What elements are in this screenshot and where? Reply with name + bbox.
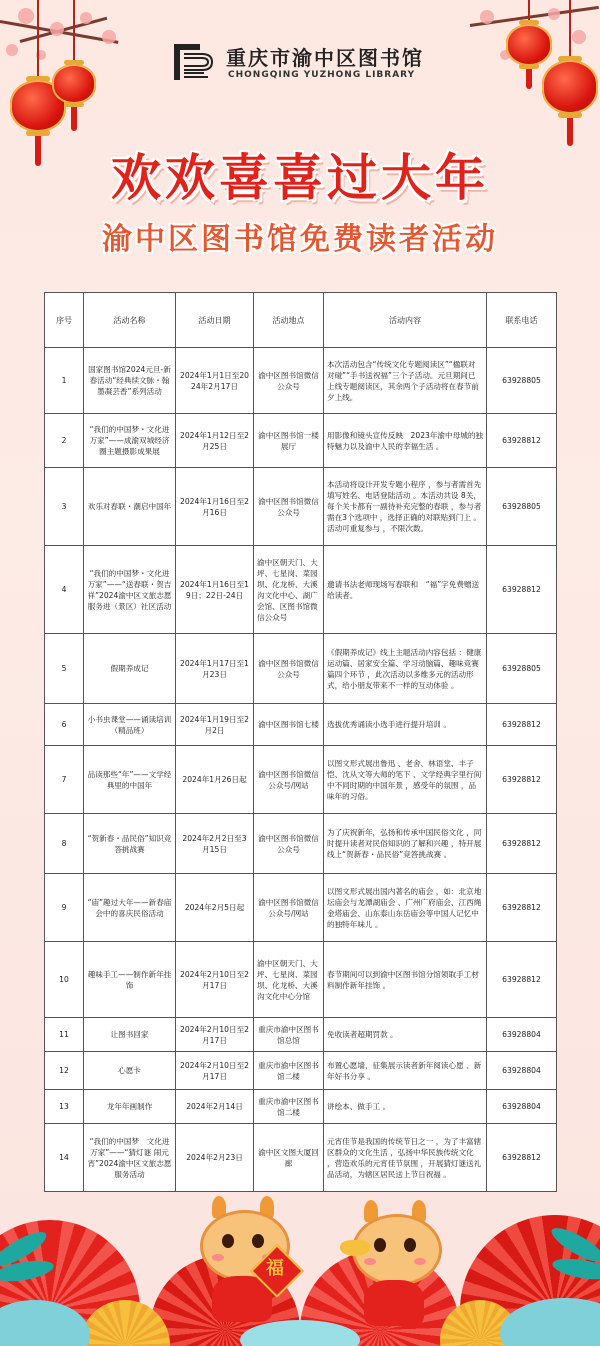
table-row (45, 874, 557, 942)
cell-index: 12 (45, 1052, 84, 1090)
cell-date: 2024年1月16日至2月16日 (176, 468, 254, 546)
cell-content: 免收读者超期罚款 。 (324, 1018, 487, 1052)
cell-location: 渝中区图书馆一楼展厅 (254, 414, 324, 468)
cell-date: 2024年1月12日至2月25日 (176, 414, 254, 468)
table-header-row (45, 293, 557, 348)
cell-phone: 63928812 (487, 874, 557, 942)
cell-phone: 63928804 (487, 1090, 557, 1124)
cell-date: 2024年2月5日起 (176, 874, 254, 942)
library-name-cn: 重庆市渝中区图书馆 (226, 46, 424, 70)
cell-content: 邀请书法老师现场写春联和 “福”字免费赠送给读者。 (324, 546, 487, 634)
cell-name: 品读那些“年”——文学经典里的中国年 (84, 746, 176, 814)
table-row (45, 814, 557, 874)
headline: 欢欢喜喜过大年 (111, 148, 489, 207)
header-phone: 联系电话 (487, 293, 557, 348)
cell-date: 2024年2月23日 (176, 1124, 254, 1192)
cell-content: 以图文形式展出鲁迅 、老舍、林语堂、丰子恺、沈从文等大师的笔下 、文学经典字里行间中不同时期的中国年景 ，感受年的氛围 ，品味年的习俗。 (324, 746, 487, 814)
cell-location: 渝中区图书馆微信公众号 (254, 468, 324, 546)
cell-name: 龙年年画制作 (84, 1090, 176, 1124)
cell-date: 2024年1月17日至1月23日 (176, 634, 254, 704)
library-name-en: CHONGQING YUZHONG LIBRARY (228, 70, 416, 80)
cell-name: 趣味手工——制作新年挂饰 (84, 942, 176, 1018)
cell-content: 春节期间可以到渝中区图书馆分馆领取手工材料制作新年挂饰 。 (324, 942, 487, 1018)
table-row (45, 1124, 557, 1192)
cell-location: 重庆市渝中区图书馆总馆 (254, 1018, 324, 1052)
fu-character: 福 (266, 1258, 284, 1279)
cell-location: 渝中区图书馆微信公众号/网站 (254, 874, 324, 942)
cell-name: “我们的中国梦・文化进万家”——成渝双城经济圈主题摄影成果展 (84, 414, 176, 468)
table-row (45, 704, 557, 746)
cell-content: 为了庆祝新年，弘扬和传承中国民俗文化 ，同时提升读者对民俗知识的了解和兴趣 ，特开展线上“贺新春・品民俗”竞答挑战赛 。 (324, 814, 487, 874)
cell-content: 选拔优秀诵读小选手进行提升培训 。 (324, 704, 487, 746)
cell-location: 渝中区图书馆七楼 (254, 704, 324, 746)
cell-location: 渝中区图书馆微信公众号 (254, 348, 324, 414)
library-logo-icon (172, 40, 216, 84)
cell-date: 2024年2月10日至2月17日 (176, 942, 254, 1018)
table-row (45, 348, 557, 414)
cell-phone: 63928812 (487, 414, 557, 468)
cell-index: 8 (45, 814, 84, 874)
cell-name: 心愿卡 (84, 1052, 176, 1090)
cell-date: 2024年1月1日至2024年2月17日 (176, 348, 254, 414)
cell-name: 假期养成记 (84, 634, 176, 704)
cell-name: “庙”趣过大年——新春庙会中的喜庆民俗活动 (84, 874, 176, 942)
cell-location: 渝中区图书馆微信公众号 (254, 634, 324, 704)
cell-location: 重庆市渝中区图书馆二楼 (254, 1090, 324, 1124)
cell-name: 让图书回家 (84, 1018, 176, 1052)
cell-location: 渝中区朝天门、大坪、七星岗、菜园坝、化龙桥、大溪沟文化中心、湖广会馆、区图书馆微信公众号 (254, 546, 324, 634)
table-row (45, 546, 557, 634)
library-logo (172, 40, 432, 88)
cell-phone: 63928812 (487, 546, 557, 634)
cell-content: 《假期养成记》线上主题活动内容包括 ：健康运动篇、居家安全篇、学习动脑篇、趣味竞赛篇四个环节 ，此次活动以多维多元的活动形式，给小朋友带来不一样的互动体验 。 (324, 634, 487, 704)
cell-location: 渝中区朝天门、大坪、七星岗、菜园坝、化龙桥、大溪沟文化中心分馆 (254, 942, 324, 1018)
header-index: 序号 (45, 293, 84, 348)
cell-content: 用影像和镜头宣传反映 2023年渝中母城的独特魅力以及渝中人民的幸福生活 。 (324, 414, 487, 468)
cell-content: 以图文形式展出国内著名的庙会 ，如：北京地坛庙会与龙潭湖庙会 、广州广府庙会、江西绳金塔庙会、山东泰山东岳庙会等中国人记忆中的独特年味儿 。 (324, 874, 487, 942)
cell-phone: 63928804 (487, 1018, 557, 1052)
cell-index: 7 (45, 746, 84, 814)
cell-phone: 63928805 (487, 634, 557, 704)
cell-index: 1 (45, 348, 84, 414)
cell-date: 2024年1月26日起 (176, 746, 254, 814)
cell-index: 10 (45, 942, 84, 1018)
cell-content: 元宵佳节是我国的传统节日之一 ，为了丰富辖区群众的文化生活 ，弘扬中华民族传统文化 ，营造欢乐的元宵佳节氛围 ，开展猜灯谜送礼品活动，为辖区居民送上节日祝福 。 (324, 1124, 487, 1192)
cell-phone: 63928812 (487, 746, 557, 814)
cell-index: 5 (45, 634, 84, 704)
table-row (45, 746, 557, 814)
lantern-icon (52, 0, 96, 150)
table-row (45, 414, 557, 468)
cell-date: 2024年2月2日至3月15日 (176, 814, 254, 874)
cell-date: 2024年2月10日至2月17日 (176, 1018, 254, 1052)
cell-phone: 63928812 (487, 814, 557, 874)
header-location: 活动地点 (254, 293, 324, 348)
cell-location: 重庆市渝中区图书馆二楼 (254, 1052, 324, 1090)
table-row (45, 1018, 557, 1052)
cell-name: 国家图书馆2024元旦-新春活动“经典续文脉・翰墨凝芸香”系列活动 (84, 348, 176, 414)
cell-index: 11 (45, 1018, 84, 1052)
cell-index: 3 (45, 468, 84, 546)
table-row (45, 634, 557, 704)
table-row (45, 1052, 557, 1090)
cell-index: 6 (45, 704, 84, 746)
cell-content: 本次活动包含“传统文化专题阅读区”“楹联对对碰”“手书送祝福”三个子活动。元旦期间已上线专题阅读区，其余两个子活动将在春节前夕上线。 (324, 348, 487, 414)
cell-name: 欢乐对春联・潮启中国年 (84, 468, 176, 546)
cell-date: 2024年2月10日至2月17日 (176, 1052, 254, 1090)
cell-index: 14 (45, 1124, 84, 1192)
cell-name: “我们的中国梦 文化进万家”——“猜灯谜 闹元宵”2024渝中区文旅志愿服务活动 (84, 1124, 176, 1192)
dragon-mascot-icon (342, 1200, 452, 1330)
table-row (45, 468, 557, 546)
cell-date: 2024年1月16日至19日；22日-24日 (176, 546, 254, 634)
activity-table (44, 292, 557, 1192)
cell-name: “我们的中国梦・文化进万家”——“送春联・贺吉祥”2024渝中区文旅志愿服务进（景区）社区活动 (84, 546, 176, 634)
cell-index: 4 (45, 546, 84, 634)
cell-name: 小书虫课堂——诵读培训（精品班） (84, 704, 176, 746)
cell-phone: 63928805 (487, 348, 557, 414)
cell-content: 讲绘本、做手工 。 (324, 1090, 487, 1124)
cell-index: 9 (45, 874, 84, 942)
cell-name: “贺新春・品民俗”知识竞答挑战赛 (84, 814, 176, 874)
cell-date: 2024年1月19日至2月2日 (176, 704, 254, 746)
cell-index: 2 (45, 414, 84, 468)
cell-location: 渝中区文图大厦回廊 (254, 1124, 324, 1192)
header-content: 活动内容 (324, 293, 487, 348)
table-row (45, 942, 557, 1018)
cell-location: 渝中区图书馆微信公众号/网站 (254, 746, 324, 814)
table-row (45, 1090, 557, 1124)
header-date: 活动日期 (176, 293, 254, 348)
cell-phone: 63928812 (487, 704, 557, 746)
cell-phone: 63928812 (487, 942, 557, 1018)
cell-index: 13 (45, 1090, 84, 1124)
cell-date: 2024年2月14日 (176, 1090, 254, 1124)
gold-ingot-icon (340, 1240, 370, 1256)
cell-content: 布置心愿墙，征集展示读者新年阅读心愿 、新年好书分享 。 (324, 1052, 487, 1090)
cell-location: 渝中区图书馆微信公众号 (254, 814, 324, 874)
cell-content: 本活动将设计开发专题小程序 ，参与者需首先填写姓名、电话登陆活动 。本活动共设 8关，每个关卡都有一副待补充完整的春联 ，参与者需在3个选项中 ，选择正确的对联贴到门上 。活动可重复参与 ，不限次数。 (324, 468, 487, 546)
header-name: 活动名称 (84, 293, 176, 348)
cell-phone: 63928805 (487, 468, 557, 546)
cell-phone: 63928804 (487, 1052, 557, 1090)
cell-phone: 63928812 (487, 1124, 557, 1192)
subheadline: 渝中区图书馆免费读者活动 (102, 222, 498, 257)
